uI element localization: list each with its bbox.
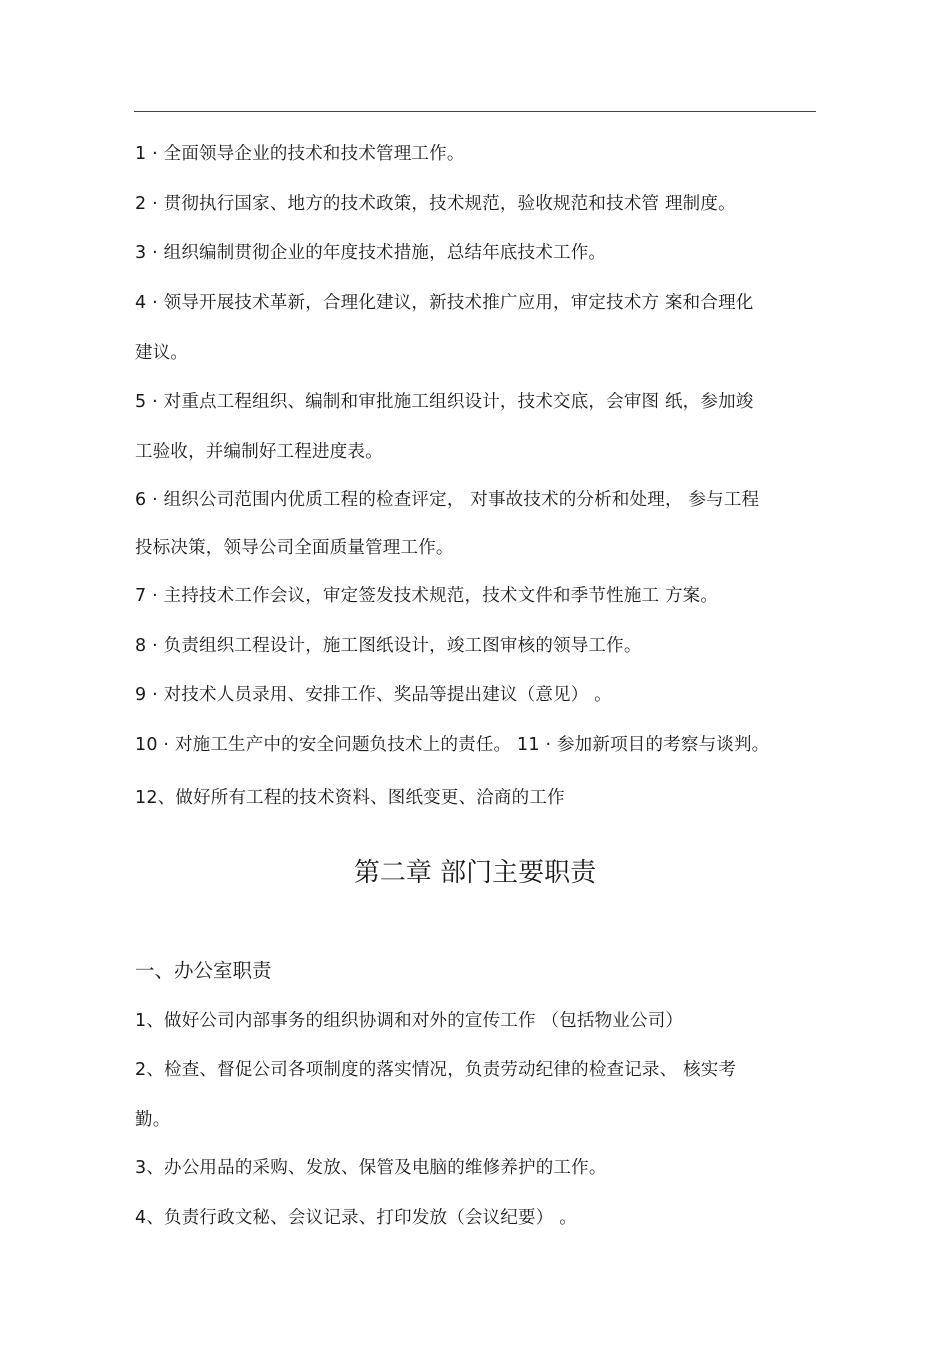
duty-item-12: 12、做好所有工程的技术资料、图纸变更、洽商的工作 [135, 788, 565, 808]
duty-item-4: 4 · 领导开展技术革新，合理化建议，新技术推广应用，审定技术方 案和合理化 [135, 293, 754, 313]
duty-item-9: 9 · 对技术人员录用、安排工作、奖品等提出建议（意见） 。 [135, 685, 612, 705]
duty-item-5-continued: 工验收，并编制好工程进度表。 [135, 442, 383, 462]
office-duty-item-2: 2、检查、督促公司各项制度的落实情况，负责劳动纪律的检查记录、 核实考 [135, 1060, 737, 1080]
office-duty-item-4: 4、负责行政文秘、会议记录、打印发放（会议纪要） 。 [135, 1208, 577, 1228]
chapter-title: 第二章 部门主要职责 [353, 858, 597, 888]
duty-item-6-continued: 投标决策，领导公司全面质量管理工作。 [135, 538, 454, 558]
section-heading: 一、办公室职责 [135, 959, 272, 982]
office-duty-item-3: 3、办公用品的采购、发放、保管及电脑的维修养护的工作。 [135, 1158, 607, 1178]
duty-item-7: 7 · 主持技术工作会议，审定签发技术规范，技术文件和季节性施工 方案。 [135, 586, 719, 606]
duty-item-1: 1 · 全面领导企业的技术和技术管理工作。 [135, 144, 465, 164]
duty-item-8: 8 · 负责组织工程设计，施工图纸设计，竣工图审核的领导工作。 [135, 636, 642, 656]
office-duty-item-2-continued: 勤。 [135, 1110, 171, 1130]
duty-item-4-continued: 建议。 [135, 343, 189, 363]
header-rule [134, 111, 816, 112]
duty-item-3: 3 · 组织编制贯彻企业的年度技术措施，总结年底技术工作。 [135, 243, 607, 263]
duty-item-5: 5 · 对重点工程组织、编制和审批施工组织设计，技术交底，会审图 纸，参加竣 [135, 392, 754, 412]
duty-item-6: 6 · 组织公司范围内优质工程的检查评定， 对事故技术的分析和处理， 参与工程 [135, 490, 760, 510]
duty-item-10-11: 10 · 对施工生产中的安全问题负技术上的责任。 11 · 参加新项目的考察与谈判。 [135, 735, 770, 755]
office-duty-item-1: 1、做好公司内部事务的组织协调和对外的宣传工作 （包括物业公司） [135, 1011, 684, 1031]
duty-item-2: 2 · 贯彻执行国家、地方的技术政策，技术规范，验收规范和技术管 理制度。 [135, 194, 736, 214]
